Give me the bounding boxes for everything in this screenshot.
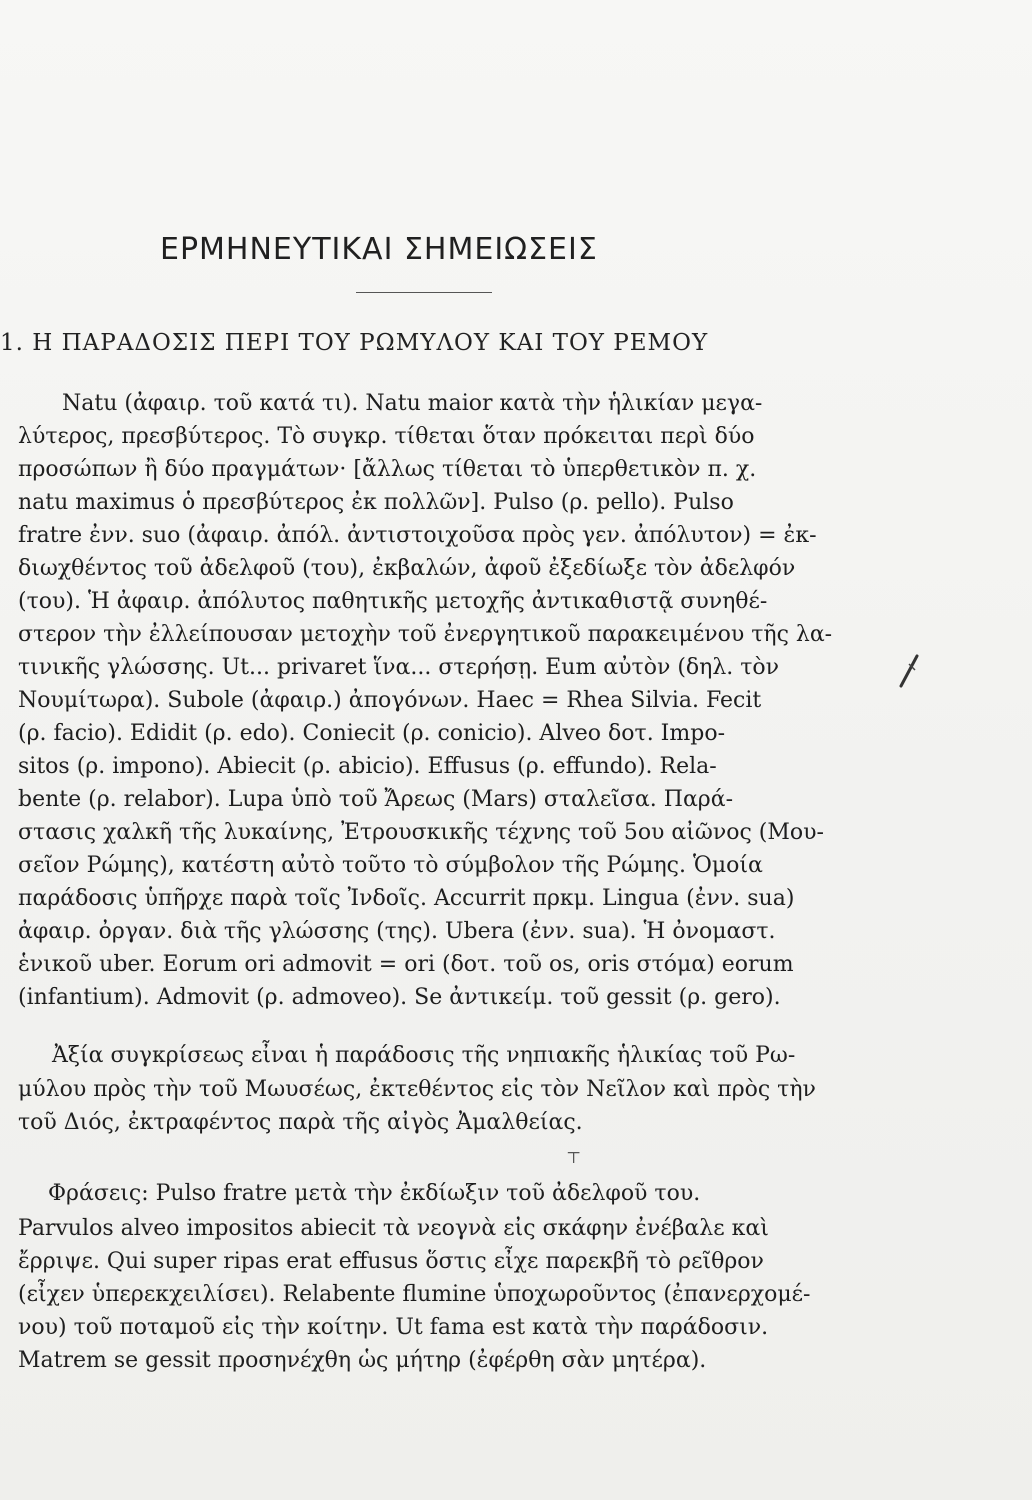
text-line-5: fratre ἐνν. suo (ἀφαιρ. ἀπόλ. ἀντιστοιχοῦσα πρὸς γεν. ἀπόλυτον) = ἐκ- — [18, 523, 817, 548]
text-line-8: στερον τὴν ἐλλείπουσαν μετοχὴν τοῦ ἐνεργητικοῦ παρακειμένου τῆς λα- — [18, 622, 833, 647]
text-line-21: μύλου πρὸς τὴν τοῦ Μωυσέως, ἐκτεθέντος εἰς τὸν Νεῖλον καὶ πρὸς τὴν — [18, 1077, 816, 1102]
pencil-margin-mark-icon — [895, 652, 921, 692]
text-line-11: (ρ. facio). Edidit (ρ. edo). Coniecit (ρ. conicio). Alveo δοτ. Impo- — [18, 721, 725, 746]
title-divider — [356, 292, 492, 293]
text-line-19: (infantium). Admovit (ρ. admoveo). Se ἀντικείμ. τοῦ gessit (ρ. gero). — [18, 985, 781, 1010]
text-line-23: Φράσεις: Pulso fratre μετὰ τὴν ἐκδίωξιν τοῦ ἀδελφοῦ του. — [48, 1181, 701, 1206]
text-line-15: σεῖον Ρώμης), κατέστη αὐτὸ τοῦτο τὸ σύμβολον τῆς Ρώμης. Ὁμοία — [18, 853, 763, 878]
text-line-24: Parvulos alveo impositos abiecit τὰ νεογνὰ εἰς σκάφην ἐνέβαλε καὶ — [18, 1216, 769, 1241]
text-line-27: νου) τοῦ ποταμοῦ εἰς τὴν κοίτην. Ut fama est κατὰ τὴν παράδοσιν. — [18, 1315, 769, 1340]
text-line-12: sitos (ρ. impono). Abiecit (ρ. abicio). Effusus (ρ. effundo). Rela- — [18, 754, 717, 779]
text-line-7: (του). Ἡ ἀφαιρ. ἀπόλυτος παθητικῆς μετοχῆς ἀντικαθιστᾷ συνηθέ- — [18, 589, 768, 614]
section-heading: 1. Η ΠΑΡΑΔΟΣΙΣ ΠΕΡΙ ΤΟΥ ΡΩΜΥΛΟΥ ΚΑΙ ΤΟΥ ΡΕΜΟΥ — [0, 330, 709, 356]
text-line-26: (εἶχεν ὑπερεκχειλίσει). Relabente flumine ὑποχωροῦντος (ἐπανερχομέ- — [18, 1282, 811, 1307]
text-line-17: ἀφαιρ. ὀργαν. διὰ τῆς γλώσσης (της). Ubera (ἐνν. sua). Ἡ ὀνομαστ. — [18, 919, 776, 944]
text-line-20: Ἀξία συγκρίσεως εἶναι ἡ παράδοσις τῆς νηπιακῆς ἡλικίας τοῦ Ρω- — [52, 1043, 796, 1068]
stray-mark: ⊤ — [566, 1148, 582, 1167]
text-line-1: Natu (ἀφαιρ. τοῦ κατά τι). Natu maior κατὰ τὴν ἡλικίαν μεγα- — [62, 391, 763, 416]
page-title: ΕΡΜΗΝΕΥΤΙΚΑΙ ΣΗΜΕΙΩΣΕΙΣ — [160, 232, 598, 267]
text-line-10: Νουμίτωρα). Subole (ἀφαιρ.) ἀπογόνων. Haec = Rhea Silvia. Fecit — [18, 688, 762, 713]
text-line-13: bente (ρ. relabor). Lupa ὑπὸ τοῦ Ἄρεως (Mars) σταλεῖσα. Παρά- — [18, 787, 734, 812]
text-line-2: λύτερος, πρεσβύτερος. Τὸ συγκρ. τίθεται ὅταν πρόκειται περὶ δύο — [18, 424, 755, 449]
text-line-6: διωχθέντος τοῦ ἀδελφοῦ (του), ἐκβαλών, ἀφοῦ ἐξεδίωξε τὸν ἀδελφόν — [18, 556, 796, 581]
text-line-18: ἑνικοῦ uber. Eorum ori admovit = ori (δοτ. τοῦ os, oris στόμα) eorum — [18, 952, 794, 977]
text-line-22: τοῦ Διός, ἐκτραφέντος παρὰ τῆς αἰγὸς Ἀμαλθείας. — [18, 1110, 583, 1135]
text-line-28: Matrem se gessit προσηνέχθη ὡς μήτηρ (ἐφέρθη σὰν μητέρα). — [18, 1348, 707, 1373]
text-line-14: στασις χαλκῆ τῆς λυκαίνης, Ἐτρουσκικῆς τέχνης τοῦ 5ου αἰῶνος (Μου- — [18, 820, 824, 845]
text-line-3: προσώπων ἢ δύο πραγμάτων· [ἄλλως τίθεται τὸ ὑπερθετικὸν π. χ. — [18, 457, 757, 482]
text-line-9: τινικῆς γλώσσης. Ut... privaret ἵνα... στερήσῃ. Eum αὐτὸν (δηλ. τὸν — [18, 655, 780, 680]
text-line-16: παράδοσις ὑπῆρχε παρὰ τοῖς Ἰνδοῖς. Accurrit πρκμ. Lingua (ἐνν. sua) — [18, 886, 795, 911]
text-line-25: ἔρριψε. Qui super ripas erat effusus ὅστις εἶχε παρεκβῆ τὸ ρεῖθρον — [18, 1249, 764, 1274]
text-line-4: natu maximus ὁ πρεσβύτερος ἐκ πολλῶν]. Pulso (ρ. pello). Pulso — [18, 490, 734, 515]
